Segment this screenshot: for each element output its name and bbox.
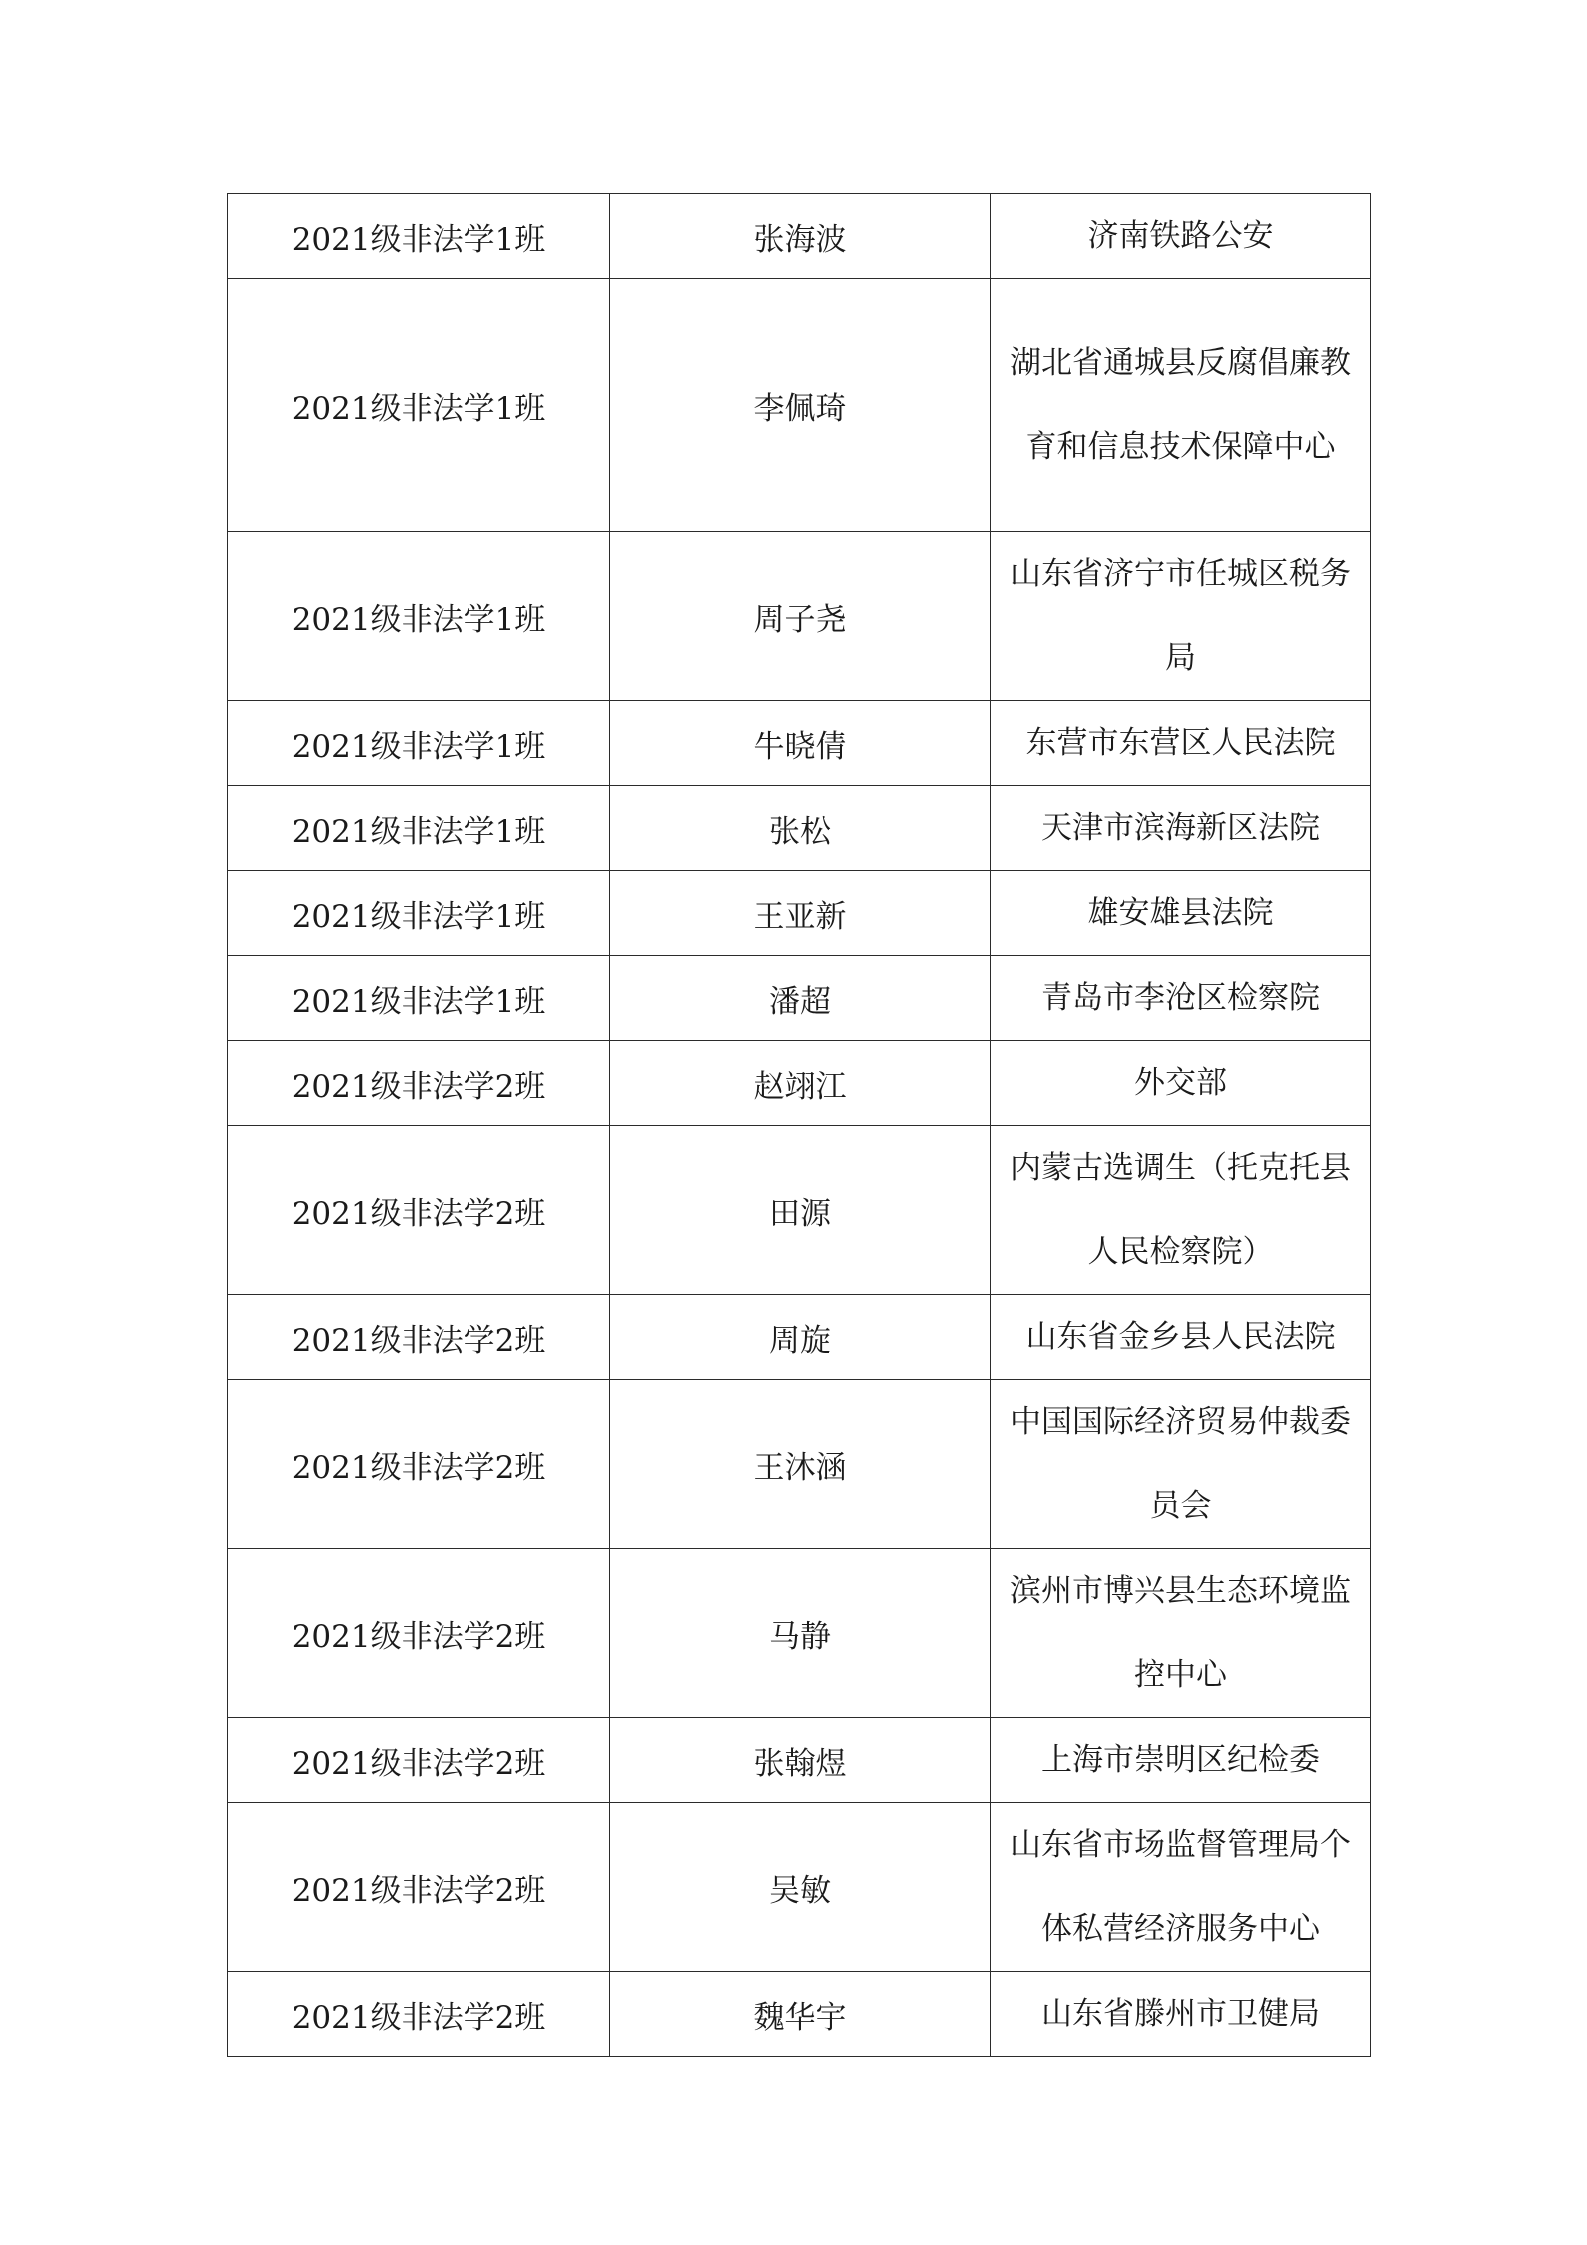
employer-cell: 雄安雄县法院	[991, 871, 1371, 956]
class-cell: 2021级非法学2班	[228, 1803, 610, 1972]
table-row	[228, 1380, 1371, 1549]
class-cell: 2021级非法学2班	[228, 1549, 610, 1718]
employer-cell: 湖北省通城县反腐倡廉教育和信息技术保障中心	[991, 279, 1371, 532]
employer-cell: 上海市崇明区纪检委	[991, 1718, 1371, 1803]
table-row	[228, 1972, 1371, 2057]
table-row	[228, 279, 1371, 532]
student-name-cell: 田源	[610, 1126, 991, 1295]
class-cell: 2021级非法学1班	[228, 194, 610, 279]
graduate-employment-table	[227, 193, 1371, 2057]
employer-cell: 山东省济宁市任城区税务局	[991, 532, 1371, 701]
table-row	[228, 1549, 1371, 1718]
employer-cell: 山东省滕州市卫健局	[991, 1972, 1371, 2057]
class-cell: 2021级非法学2班	[228, 1718, 610, 1803]
employer-cell: 外交部	[991, 1041, 1371, 1126]
student-name-cell: 魏华宇	[610, 1972, 991, 2057]
table-row	[228, 1803, 1371, 1972]
student-name-cell: 潘超	[610, 956, 991, 1041]
class-cell: 2021级非法学1班	[228, 532, 610, 701]
student-name-cell: 牛晓倩	[610, 701, 991, 786]
employer-cell: 济南铁路公安	[991, 194, 1371, 279]
table-row	[228, 1718, 1371, 1803]
student-name-cell: 张松	[610, 786, 991, 871]
student-name-cell: 吴敏	[610, 1803, 991, 1972]
class-cell: 2021级非法学2班	[228, 1972, 610, 2057]
table-row	[228, 871, 1371, 956]
table-row	[228, 1041, 1371, 1126]
student-name-cell: 张翰煜	[610, 1718, 991, 1803]
employer-cell: 山东省金乡县人民法院	[991, 1295, 1371, 1380]
student-name-cell: 王沐涵	[610, 1380, 991, 1549]
class-cell: 2021级非法学1班	[228, 701, 610, 786]
student-name-cell: 马静	[610, 1549, 991, 1718]
class-cell: 2021级非法学1班	[228, 279, 610, 532]
table-row	[228, 956, 1371, 1041]
table-row	[228, 1126, 1371, 1295]
table-row	[228, 786, 1371, 871]
student-name-cell: 王亚新	[610, 871, 991, 956]
class-cell: 2021级非法学1班	[228, 871, 610, 956]
employer-cell: 东营市东营区人民法院	[991, 701, 1371, 786]
class-cell: 2021级非法学2班	[228, 1295, 610, 1380]
table-row	[228, 701, 1371, 786]
table-row	[228, 532, 1371, 701]
student-name-cell: 李佩琦	[610, 279, 991, 532]
class-cell: 2021级非法学2班	[228, 1041, 610, 1126]
class-cell: 2021级非法学1班	[228, 786, 610, 871]
student-name-cell: 周子尧	[610, 532, 991, 701]
class-cell: 2021级非法学2班	[228, 1126, 610, 1295]
table-body	[228, 194, 1371, 2057]
employer-cell: 青岛市李沧区检察院	[991, 956, 1371, 1041]
class-cell: 2021级非法学1班	[228, 956, 610, 1041]
employer-cell: 天津市滨海新区法院	[991, 786, 1371, 871]
student-name-cell: 周旋	[610, 1295, 991, 1380]
employer-cell: 内蒙古选调生（托克托县人民检察院）	[991, 1126, 1371, 1295]
employer-cell: 中国国际经济贸易仲裁委员会	[991, 1380, 1371, 1549]
student-name-cell: 张海波	[610, 194, 991, 279]
employer-cell: 山东省市场监督管理局个体私营经济服务中心	[991, 1803, 1371, 1972]
table-row	[228, 1295, 1371, 1380]
table-row	[228, 194, 1371, 279]
employer-cell: 滨州市博兴县生态环境监控中心	[991, 1549, 1371, 1718]
student-name-cell: 赵翊江	[610, 1041, 991, 1126]
class-cell: 2021级非法学2班	[228, 1380, 610, 1549]
